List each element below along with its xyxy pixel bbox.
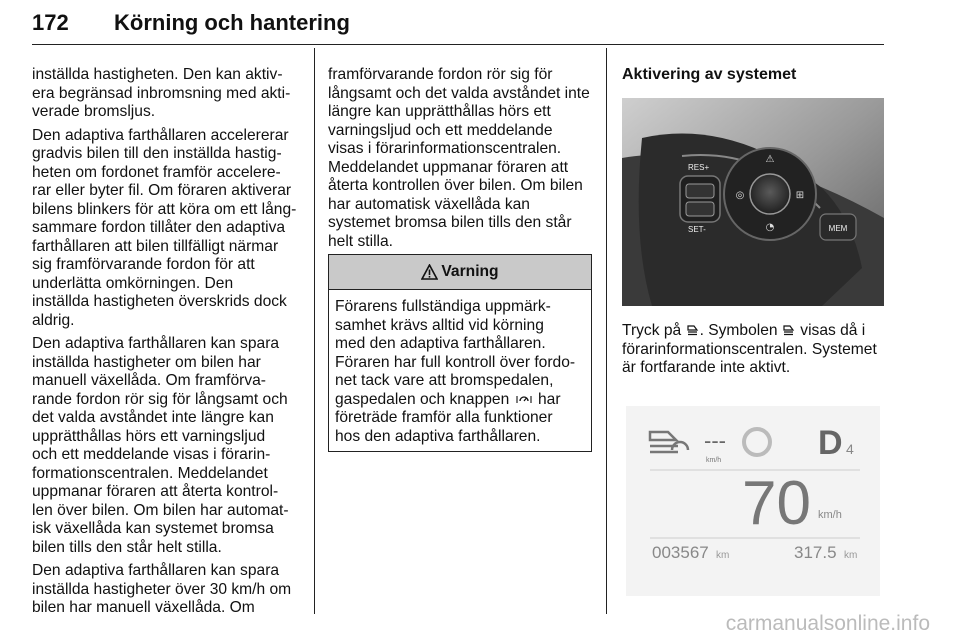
res-label: RES+ (688, 163, 710, 172)
odometer: 003567 (652, 543, 709, 562)
column-divider-2 (606, 48, 607, 614)
warning-body: Förarens fullständiga uppmärk- samhet krävs alltid vid körning med den adaptiva farthållaren. Föraren har full kontroll över fordo- net tack vare att bromspedalen, gaspedalen och knappen har företräde framför alla funktioner hos den adaptiva farthållaren. (335, 298, 576, 445)
section-title: Aktivering av systemet (622, 66, 797, 83)
page-number: 172 (32, 10, 69, 35)
paragraph: Den adaptiva farthållaren accelererar gradvis bilen till den inställda hastig- heten om fordonet framför accelere- rar eller byter fil. Om föraren aktiverar bilens blinkers för att köra om ett lång- sammare fordon tillåter den adaptiva farthållaren att bilen tillfälligt närmar sig framförvarande fordon för att underlätta omkörningen. Den inställda hastigheten överskrids dock aldrig. (32, 126, 297, 329)
chapter-title: Körning och hantering (114, 10, 350, 35)
svg-text:◎: ◎ (735, 190, 745, 201)
svg-text:⊞: ⊞ (795, 190, 805, 201)
acc-symbol-icon (782, 324, 796, 336)
warning-box (328, 254, 592, 452)
odometer-unit: km (716, 550, 730, 561)
column-3 (622, 66, 884, 90)
set-label: SET- (688, 225, 706, 234)
trip-meter: 317.5 (794, 543, 837, 562)
set-speed-unit: km/h (706, 457, 722, 464)
paragraph: framförvarande fordon rör sig för långsamt och det valda avståndet inte längre kan upprätthållas hörs ett varningsljud och ett meddelande visas i förarinformationscentralen. Meddelandet uppmanar föraren att återta kontrollen över bilen. Om bilen har automatisk växellåda kan systemet bromsa bilen tills den står helt stilla. (328, 66, 590, 250)
warning-header (329, 255, 591, 290)
warning-title: Varning (441, 263, 499, 280)
warning-triangle-icon (421, 264, 438, 280)
mem-label: MEM (828, 224, 848, 233)
paragraph: Den adaptiva farthållaren kan spara inställda hastigheter om bilen har manuell växellåda. Om framförva- rande fordon rör sig för långsamt och det valda avståndet inte längre kan upprätthållas hörs ett varningsljud och ett meddelande visas i förarin- formationscentralen. Meddelandet uppmanar föraren att återta kontrol- len över bilen. Om bilen har automat- isk växellåda kan systemet bromsa bilen tills den står helt stilla. (32, 335, 289, 556)
cruise-distance-icon (516, 393, 532, 405)
gear-number: 4 (846, 441, 854, 457)
set-speed-dashes: --- (704, 428, 726, 453)
paragraph: Den adaptiva farthållaren kan spara inställda hastigheter över 30 km/h om bilen har manuell växellåda. Om (32, 562, 292, 616)
column-2 (328, 66, 592, 256)
figure-caption: Tryck på . Symbolen visas då i förarinformationscentralen. Systemet är fortfarande inte aktivt. (622, 322, 877, 376)
paragraph: inställda hastigheten. Den kan aktiv- era begränsad inbromsning med akti- verade bromsljus. (32, 66, 291, 120)
page-header (32, 4, 884, 44)
current-speed: 70 (742, 469, 811, 538)
steering-wheel-controls-image (622, 98, 884, 306)
acc-button-icon (686, 324, 700, 336)
current-speed-unit: km/h (818, 509, 842, 521)
column-1 (32, 66, 302, 623)
watermark: carmanualsonline.info (725, 612, 930, 635)
svg-text:◔: ◔ (765, 222, 775, 233)
driver-info-display-image (622, 392, 884, 596)
column-divider-1 (314, 48, 315, 614)
trip-unit: km (844, 550, 858, 561)
gear-indicator: D (818, 424, 843, 462)
svg-text:⚠: ⚠ (765, 154, 775, 165)
header-rule (32, 44, 884, 45)
